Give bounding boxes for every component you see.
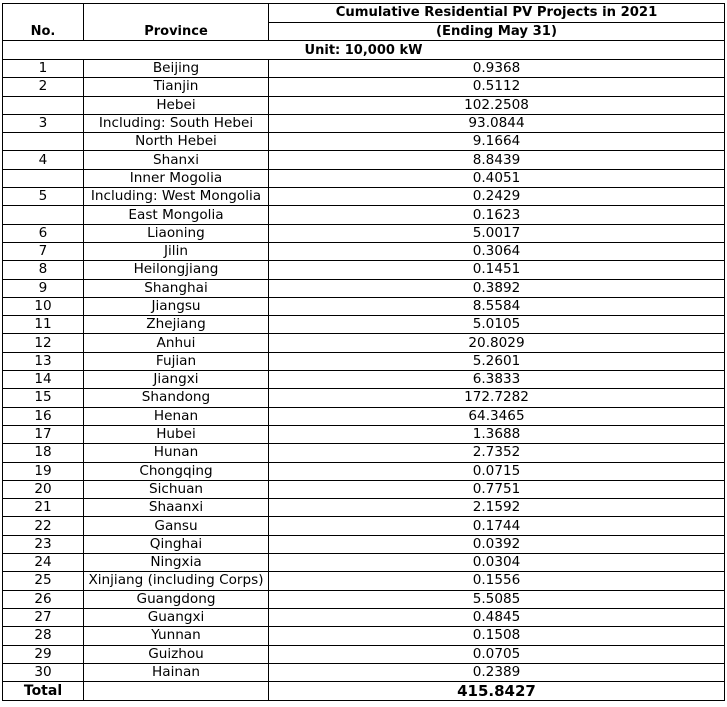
capacity-value-cell: 1.3688: [269, 425, 725, 443]
header-row-2: [3, 22, 725, 41]
province-cell: Sichuan: [84, 480, 269, 498]
capacity-value-cell: 0.0715: [269, 462, 725, 480]
row-number-cell: [3, 206, 84, 224]
table-row: [3, 133, 725, 151]
row-number-cell: 8: [3, 261, 84, 279]
capacity-value-cell: 0.2429: [269, 188, 725, 206]
total-province-cell: [84, 682, 269, 701]
table-row: [3, 608, 725, 626]
header-row-1: [3, 4, 725, 23]
capacity-value-cell: 5.5085: [269, 590, 725, 608]
province-cell: Heilongjiang: [84, 261, 269, 279]
table-row: [3, 242, 725, 260]
table-row: [3, 645, 725, 663]
province-header-top: [84, 4, 269, 23]
row-number-cell: 25: [3, 572, 84, 590]
capacity-value-cell: 9.1664: [269, 133, 725, 151]
row-number-cell: 21: [3, 499, 84, 517]
capacity-value-cell: 0.5112: [269, 78, 725, 96]
table-row: [3, 499, 725, 517]
province-cell: Hunan: [84, 444, 269, 462]
capacity-value-cell: 0.4051: [269, 169, 725, 187]
province-cell: East Mongolia: [84, 206, 269, 224]
table-row: [3, 297, 725, 315]
capacity-value-cell: 5.0105: [269, 316, 725, 334]
capacity-value-cell: 6.3833: [269, 371, 725, 389]
table-row: [3, 590, 725, 608]
capacity-value-cell: 8.5584: [269, 297, 725, 315]
table-row: [3, 188, 725, 206]
table-row: [3, 96, 725, 114]
row-number-cell: 24: [3, 554, 84, 572]
capacity-value-cell: 0.3064: [269, 242, 725, 260]
row-number-cell: 30: [3, 663, 84, 681]
table-row: [3, 334, 725, 352]
spreadsheet: [2, 3, 725, 701]
province-cell: Gansu: [84, 517, 269, 535]
capacity-value-cell: 0.1744: [269, 517, 725, 535]
capacity-value-cell: 2.7352: [269, 444, 725, 462]
row-number-cell: 17: [3, 425, 84, 443]
table-row: [3, 389, 725, 407]
table-row: [3, 169, 725, 187]
table-row: [3, 261, 725, 279]
province-cell: Inner Mogolia: [84, 169, 269, 187]
capacity-value-cell: 102.2508: [269, 96, 725, 114]
province-cell: Guizhou: [84, 645, 269, 663]
province-cell: Liaoning: [84, 224, 269, 242]
total-value: 415.8427: [269, 682, 725, 701]
province-cell: Qinghai: [84, 535, 269, 553]
total-label: Total: [3, 682, 84, 701]
province-cell: Anhui: [84, 334, 269, 352]
table-row: [3, 480, 725, 498]
row-number-cell: 15: [3, 389, 84, 407]
row-number-cell: 16: [3, 407, 84, 425]
table-row: [3, 535, 725, 553]
table-row: [3, 206, 725, 224]
capacity-value-cell: 0.0304: [269, 554, 725, 572]
province-cell: Jilin: [84, 242, 269, 260]
capacity-value-cell: 5.2601: [269, 352, 725, 370]
table-row: [3, 316, 725, 334]
row-number-cell: 13: [3, 352, 84, 370]
province-cell: Hainan: [84, 663, 269, 681]
no-header-top: [3, 4, 84, 23]
row-number-cell: 6: [3, 224, 84, 242]
table-row: [3, 60, 725, 78]
province-cell: North Hebei: [84, 133, 269, 151]
row-number-cell: 9: [3, 279, 84, 297]
capacity-value-cell: 0.4845: [269, 608, 725, 626]
table-row: [3, 371, 725, 389]
row-number-cell: 14: [3, 371, 84, 389]
capacity-value-cell: 0.9368: [269, 60, 725, 78]
table-row: [3, 517, 725, 535]
capacity-value-cell: 8.8439: [269, 151, 725, 169]
total-row: [3, 682, 725, 701]
table-row: [3, 627, 725, 645]
table-row: [3, 554, 725, 572]
table-row: [3, 352, 725, 370]
row-number-cell: 22: [3, 517, 84, 535]
row-number-cell: 4: [3, 151, 84, 169]
title-line-2: (Ending May 31): [269, 22, 725, 41]
capacity-value-cell: 0.1508: [269, 627, 725, 645]
row-number-cell: 5: [3, 188, 84, 206]
row-number-cell: 28: [3, 627, 84, 645]
row-number-cell: 1: [3, 60, 84, 78]
province-cell: Chongqing: [84, 462, 269, 480]
row-number-cell: 2: [3, 78, 84, 96]
table-row: [3, 444, 725, 462]
row-number-cell: 23: [3, 535, 84, 553]
province-cell: Ningxia: [84, 554, 269, 572]
capacity-value-cell: 0.7751: [269, 480, 725, 498]
province-cell: Guangxi: [84, 608, 269, 626]
province-cell: Including: South Hebei: [84, 114, 269, 132]
unit-label: Unit: 10,000 kW: [3, 41, 725, 60]
row-number-cell: 11: [3, 316, 84, 334]
province-cell: Tianjin: [84, 78, 269, 96]
capacity-value-cell: 172.7282: [269, 389, 725, 407]
row-number-cell: 3: [3, 114, 84, 132]
table-row: [3, 151, 725, 169]
capacity-value-cell: 0.0705: [269, 645, 725, 663]
row-number-cell: 19: [3, 462, 84, 480]
province-cell: Xinjiang (including Corps): [84, 572, 269, 590]
table-row: [3, 114, 725, 132]
row-number-cell: 20: [3, 480, 84, 498]
table-row: [3, 407, 725, 425]
table-row: [3, 78, 725, 96]
province-cell: Yunnan: [84, 627, 269, 645]
province-cell: Jiangsu: [84, 297, 269, 315]
table-row: [3, 663, 725, 681]
capacity-value-cell: 0.0392: [269, 535, 725, 553]
province-cell: Guangdong: [84, 590, 269, 608]
table-row: [3, 572, 725, 590]
no-column-header: No.: [3, 22, 84, 41]
province-cell: Fujian: [84, 352, 269, 370]
row-number-cell: 27: [3, 608, 84, 626]
province-cell: Shanxi: [84, 151, 269, 169]
table-row: [3, 462, 725, 480]
capacity-value-cell: 0.1556: [269, 572, 725, 590]
capacity-value-cell: 0.2389: [269, 663, 725, 681]
row-number-cell: [3, 96, 84, 114]
table-row: [3, 224, 725, 242]
row-number-cell: [3, 133, 84, 151]
province-cell: Shandong: [84, 389, 269, 407]
row-number-cell: 18: [3, 444, 84, 462]
row-number-cell: 10: [3, 297, 84, 315]
pv-projects-table: [2, 3, 725, 701]
province-cell: Beijing: [84, 60, 269, 78]
province-column-header: Province: [84, 22, 269, 41]
province-cell: Jiangxi: [84, 371, 269, 389]
table-row: [3, 425, 725, 443]
province-cell: Including: West Mongolia: [84, 188, 269, 206]
capacity-value-cell: 93.0844: [269, 114, 725, 132]
row-number-cell: 29: [3, 645, 84, 663]
capacity-value-cell: 0.1451: [269, 261, 725, 279]
table-row: [3, 279, 725, 297]
unit-row: [3, 41, 725, 60]
capacity-value-cell: 2.1592: [269, 499, 725, 517]
province-cell: Zhejiang: [84, 316, 269, 334]
capacity-value-cell: 0.1623: [269, 206, 725, 224]
province-cell: Hubei: [84, 425, 269, 443]
row-number-cell: 7: [3, 242, 84, 260]
province-cell: Henan: [84, 407, 269, 425]
row-number-cell: [3, 169, 84, 187]
capacity-value-cell: 0.3892: [269, 279, 725, 297]
province-cell: Hebei: [84, 96, 269, 114]
capacity-value-cell: 20.8029: [269, 334, 725, 352]
province-cell: Shaanxi: [84, 499, 269, 517]
row-number-cell: 12: [3, 334, 84, 352]
capacity-value-cell: 5.0017: [269, 224, 725, 242]
title-line-1: Cumulative Residential PV Projects in 2021: [269, 4, 725, 23]
capacity-value-cell: 64.3465: [269, 407, 725, 425]
province-cell: Shanghai: [84, 279, 269, 297]
row-number-cell: 26: [3, 590, 84, 608]
